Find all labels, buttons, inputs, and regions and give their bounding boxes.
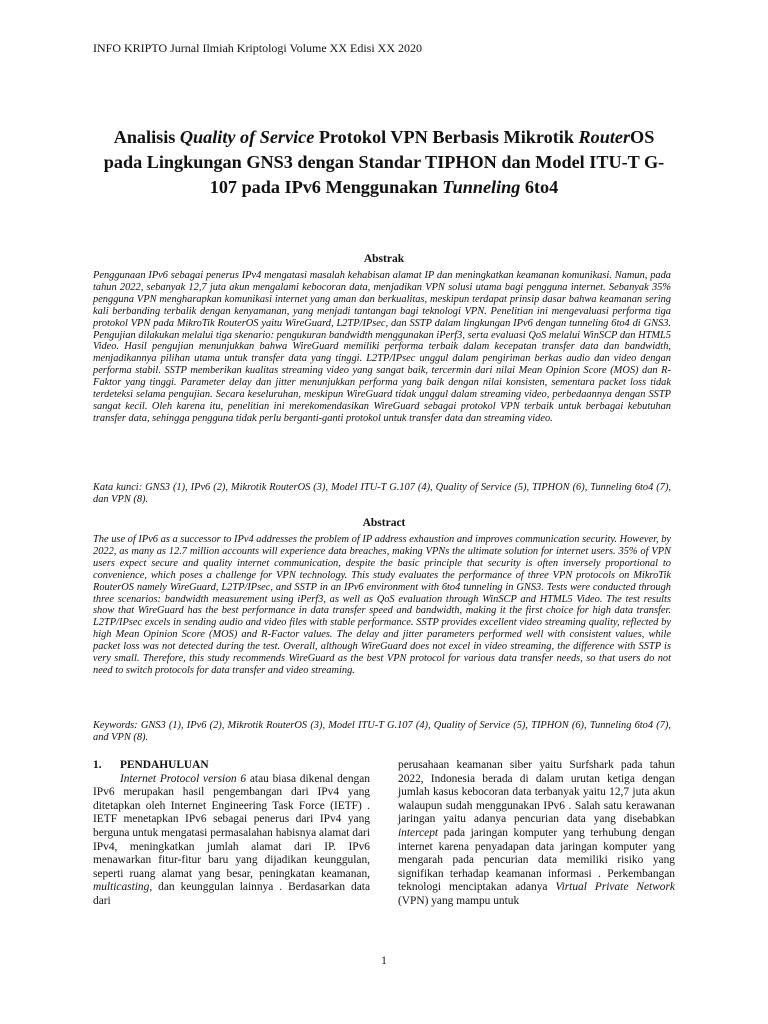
section-heading [93, 759, 370, 773]
abstrak-body: Penggunaan IPv6 sebagai penerus IPv4 mengatasi masalah kehabisan alamat IP dan meningkatkan keamanan komunikasi. Namun, pada tahun 2022, sebanyak 12,7 juta akun mengalami kebocoran data, menjadikan VPN solusi utama bagi pengguna internet. Sebanyak 35% pengguna VPN mengharapkan komunikasi internet yang aman dan berkualitas, meskipun terdapat prinsip dasar bahwa keamanan sering kali berbanding terbalik dengan kenyamanan, yang menjadi tantangan bagi teknologi VPN. Penelitian ini mengevaluasi performa tiga protokol VPN pada MikroTik RouterOS yaitu WireGuard, L2TP/IPsec, dan SSTP dalam lingkungan IPv6 dengan tunneling 6to4 di GNS3. Pengujian dilakukan melalui tiga skenario: pengukuran bandwidth menggunakan iPerf3, serta evaluasi QoS melalui WinSCP dan HTML5 Video. Hasil pengujian menunjukkan bahwa WireGuard memiliki performa terbaik dalam kecepatan transfer data dan bandwidth, menjadikannya pilihan utama untuk transfer data yang tinggi. L2TP/IPsec unggul dalam pengiriman berkas audio dan video dengan performa stabil. SSTP memberikan kualitas streaming video yang sangat baik, tercermin dari nilai Mean Opinion Score (MOS) dan R-Faktor yang tinggi. Parameter delay dan jitter menunjukkan performa yang baik dengan nilai konsisten, sementara packet loss tidak terdeteksi selama pengujian. Secara keseluruhan, meskipun WireGuard tidak unggul dalam streaming video, perbedaannya dengan SSTP sangat kecil. Oleh karena itu, penelitian ini merekomendasikan WireGuard sebagai protokol VPN terbaik untuk berbagai kebutuhan transfer data, sehingga pengguna tidak perlu berganti-ganti protokol untuk transfer data dan streaming video. [93, 270, 671, 424]
title-part: 6to4 [520, 177, 559, 197]
keywords: Keywords: GNS3 (1), IPv6 (2), Mikrotik RouterOS (3), Model ITU-T G.107 (4), Quality of Service (5), TIPHON (6), Tunneling 6to4 (7), and VPN (8). [93, 720, 671, 743]
right-column [398, 759, 675, 909]
intro-text: atau biasa dikenal dengan IPv6 merupakan hasil pengembangan dari IPv4 yang ditetapkan oleh Internet Engineering Task Force (IETF) . IETF menetapkan IPv6 sebagai penerus dari IPv4 yang berguna untuk mengatasi permasalahan habisnya alamat dari IPv4, meningkatkan jumlah alamat dari IP. IPv6 menawarkan fitur-fitur baru yang dijadikan keunggulan, seperti ruang alamat yang besar, peningkatan keamanan, [93, 772, 370, 880]
kata-kunci: Kata kunci: GNS3 (1), IPv6 (2), Mikrotik RouterOS (3), Model ITU-T G.107 (4), Quality of Service (5), TIPHON (6), Tunneling 6to4 (7), dan VPN (8). [93, 482, 671, 505]
intro-italic: multicasting [93, 881, 150, 894]
intro-italic-lead: Internet Protocol version 6 [120, 772, 247, 785]
intro-paragraph-continued [398, 759, 675, 909]
title-part: OS pada Lingkungan GNS3 dengan Standar TIPHON dan Model ITU-T G-107 pada IPv6 Menggunakan [103, 127, 665, 197]
intro-text: perusahaan keamanan siber yaitu Surfshark pada tahun 2022, Indonesia berada di dalam urutan ketiga dengan jumlah kasus kebocoran data terbanyak yaitu 12,7 juta akun walaupun sudah menggunakan IPv6 . Salah satu kerawanan jaringan yaitu adanya pencurian data yang disebabkan [398, 759, 675, 826]
abstrak-heading: Abstrak [363, 253, 405, 265]
left-column [93, 759, 370, 909]
section-title: PENDAHULUAN [120, 759, 209, 771]
title-part: Analisis [113, 127, 180, 147]
intro-text: (VPN) yang mampu untuk [398, 894, 520, 907]
title-italic: Quality of Service [179, 127, 315, 147]
intro-italic: Virtual Private Network [555, 881, 675, 894]
title-italic: Tunneling [442, 177, 521, 197]
journal-header: INFO KRIPTO Jurnal Ilmiah Kriptologi Volume XX Edisi XX 2020 [93, 41, 422, 55]
title-italic: Router [578, 127, 631, 147]
intro-paragraph [93, 773, 370, 909]
intro-text: , dan keunggulan lainnya . Berdasarkan data dari [93, 881, 370, 907]
abstract-body: The use of IPv6 as a successor to IPv4 addresses the problem of IP address exhaustion and improves communication security. However, by 2022, as many as 12.7 million accounts will experience data breaches, making VPNs the ultimate solution for internet users. 35% of VPN users expect secure and quality internet communication, despite the basic principle that security is often inversely proportional to convenience, which poses a challenge for VPN technology. This study evaluates the performance of three VPN protocols on MikroTik RouterOS namely WireGuard, L2TP/IPsec, and SSTP in an IPv6 environment with 6to4 tunneling in GNS3. Tests were conducted through three scenarios: bandwidth measurement using iPerf3, as well as QoS evaluation through WinSCP and HTML5 Video. The test results show that WireGuard has the best performance in data transfer speed and bandwidth, making it the first choice for high data transfer. L2TP/IPsec excels in sending audio and video files with stable performance. SSTP provides excellent video streaming quality, reflected by high Mean Opinion Score (MOS) and R-Factor values. The delay and jitter parameters performed well with consistent values, while packet loss was not detected during the test. Overall, although WireGuard does not excel in video streaming, the difference with SSTP is very small. Therefore, this study recommends WireGuard as the best VPN protocol for various data transfer needs, so that users do not need to switch protocols for data transfer and video streaming. [93, 534, 671, 676]
section-number: 1. [93, 759, 102, 771]
paper-title [100, 125, 668, 200]
abstract-heading: Abstract [362, 517, 406, 529]
title-part: Protokol VPN Berbasis Mikrotik [314, 127, 579, 147]
page-number: 1 [381, 955, 387, 967]
intro-italic: intercept [398, 826, 439, 839]
intro-text: pada jaringan komputer yang terhubung dengan internet karena penyadapan data jaringan komputer yang mengarah pada pencurian data memiliki risiko yang signifikan terhadap keamanan informasi . Perkembangan teknologi menciptakan adanya [398, 826, 675, 894]
